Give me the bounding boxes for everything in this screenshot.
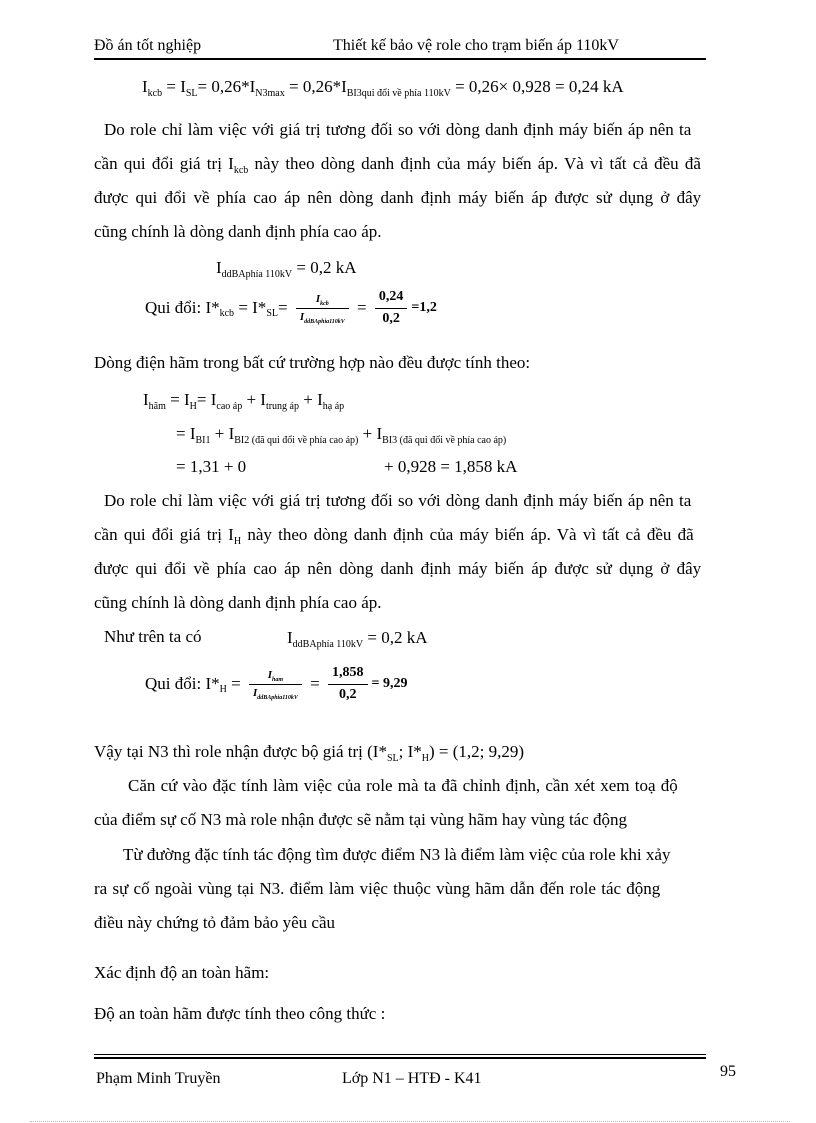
fraction-symbolic: $\frac{I_{kcb}}{I_{ddBAphia110kV}}$	[296, 293, 349, 323]
footer-rule-thick	[94, 1057, 706, 1059]
footer-class: Lớp N1 – HTĐ - K41	[342, 1070, 482, 1087]
restraint-line1: $I_{hãm} = I_H= I_{cao áp} + I_{trung áp} + I_{hạ áp}$	[143, 390, 345, 412]
para3-line1: Căn cứ vào đặc tính làm việc của role mà ta đã chỉnh định, cần xét xem toạ độ	[128, 776, 678, 795]
para4-line1: Từ đường đặc tính tác động tìm được điểm N3 là điểm làm việc của role khi xảy	[123, 845, 671, 864]
para1-line3: được qui đổi về phía cao áp nên dòng danh định máy biến áp được sử dụng ở đây	[94, 188, 702, 207]
header-title: Thiết kế bảo vệ role cho trạm biến áp 110kV	[333, 37, 619, 54]
footer-rule-thin	[94, 1054, 706, 1055]
para2-line2: cần qui đổi giá trị $I_H$ này theo dòng danh định của máy biến áp. Và vì tất cả đều đã	[94, 525, 694, 547]
para4-line2: ra sự cố ngoài vùng tại N3. điểm làm việc thuộc vùng hãm dẫn đến role tác động	[94, 879, 661, 898]
fraction-numeric-2: $\frac{1,858}{0,2}$	[328, 665, 368, 703]
para2-line1: Do role chỉ làm việc với giá trị tương đối so với dòng danh định máy biến áp nên ta	[104, 491, 692, 510]
header-left: Đồ án tốt nghiệp	[94, 37, 202, 54]
restraint-line3a: = 1,31 + 0	[176, 457, 247, 476]
restraint-intro: Dòng điện hãm trong bất cứ trường hợp nào đều được tính theo:	[94, 353, 531, 372]
equation-kcb: $I_{kcb} = I_{SL}= 0,26*I_{N3max} = 0,26*I_{BI3qui đổi về phía 110kV} = 0,26\times 0,928 = 0,24$ kA	[142, 77, 624, 99]
restraint-line2: = $I_{BI1} + I_{BI2 (đã qui đổi về phía cao áp)} + I_{BI3 (đã qui đổi về phía cao áp)}$	[176, 424, 507, 446]
para1-line4: cũng chính là dòng danh định phía cao áp.	[94, 222, 382, 241]
para4-line3: điều này chứng tỏ đảm bảo yêu cầu	[94, 913, 335, 932]
para1-line1: Do role chỉ làm việc với giá trị tương đối so với dòng danh định máy biến áp nên ta	[104, 120, 692, 139]
formula-intro: Độ an toàn hãm được tính theo công thức :	[94, 1004, 386, 1023]
rated-current: $I_{ddBAphía 110kV} = 0,2$ kA	[216, 258, 357, 280]
fraction-numeric: $\frac{0,24}{0,2}$	[375, 289, 408, 327]
footer-author: Phạm Minh Truyền	[96, 1070, 221, 1087]
restraint-line3b: + 0,928 = 1,858 kA	[384, 457, 518, 476]
page-edge	[30, 1121, 790, 1122]
para3-line2: của điểm sự cố N3 mà role nhận được sẽ nằm tại vùng hãm hay vùng tác động	[94, 810, 628, 829]
conversion-h: Qui đổi: $I*_H$ = $\frac{I_{ham}}{I_{ddBAphia110kV}}$ = $\frac{1,858}{0,2}$ = 9,29	[145, 665, 408, 702]
para2-line3: được qui đổi về phía cao áp nên dòng danh định máy biến áp được sử dụng ở đây	[94, 559, 702, 578]
para1-line2: cần qui đổi giá trị $I_{kcb}$ này theo dòng danh định của máy biến áp. Và vì tất cả đều đã	[94, 154, 701, 176]
page-number: 95	[720, 1063, 736, 1080]
as-above-label: Như trên ta có	[104, 627, 202, 646]
conversion-kcb: Qui đổi: $I*_{kcb} = I*_{SL}=$ $\frac{I_{kcb}}{I_{ddBAphia110kV}}$ = $\frac{0,24}{0,2}$ =1,2	[145, 289, 437, 326]
section-heading: Xác định độ an toàn hãm:	[94, 963, 270, 982]
result-n3: Vậy tại N3 thì role nhận được bộ giá trị ($I*_{SL}$; $I*_H) = (1,2$; 9,29)	[94, 742, 525, 764]
fraction-symbolic-2: $\frac{I_{ham}}{I_{ddBAphia110kV}}$	[249, 669, 302, 699]
header-rule	[94, 58, 706, 60]
para2-line4: cũng chính là dòng danh định phía cao áp.	[94, 593, 382, 612]
rated-current-2: $I_{ddBAphía 110kV} = 0,2$ kA	[287, 628, 428, 650]
